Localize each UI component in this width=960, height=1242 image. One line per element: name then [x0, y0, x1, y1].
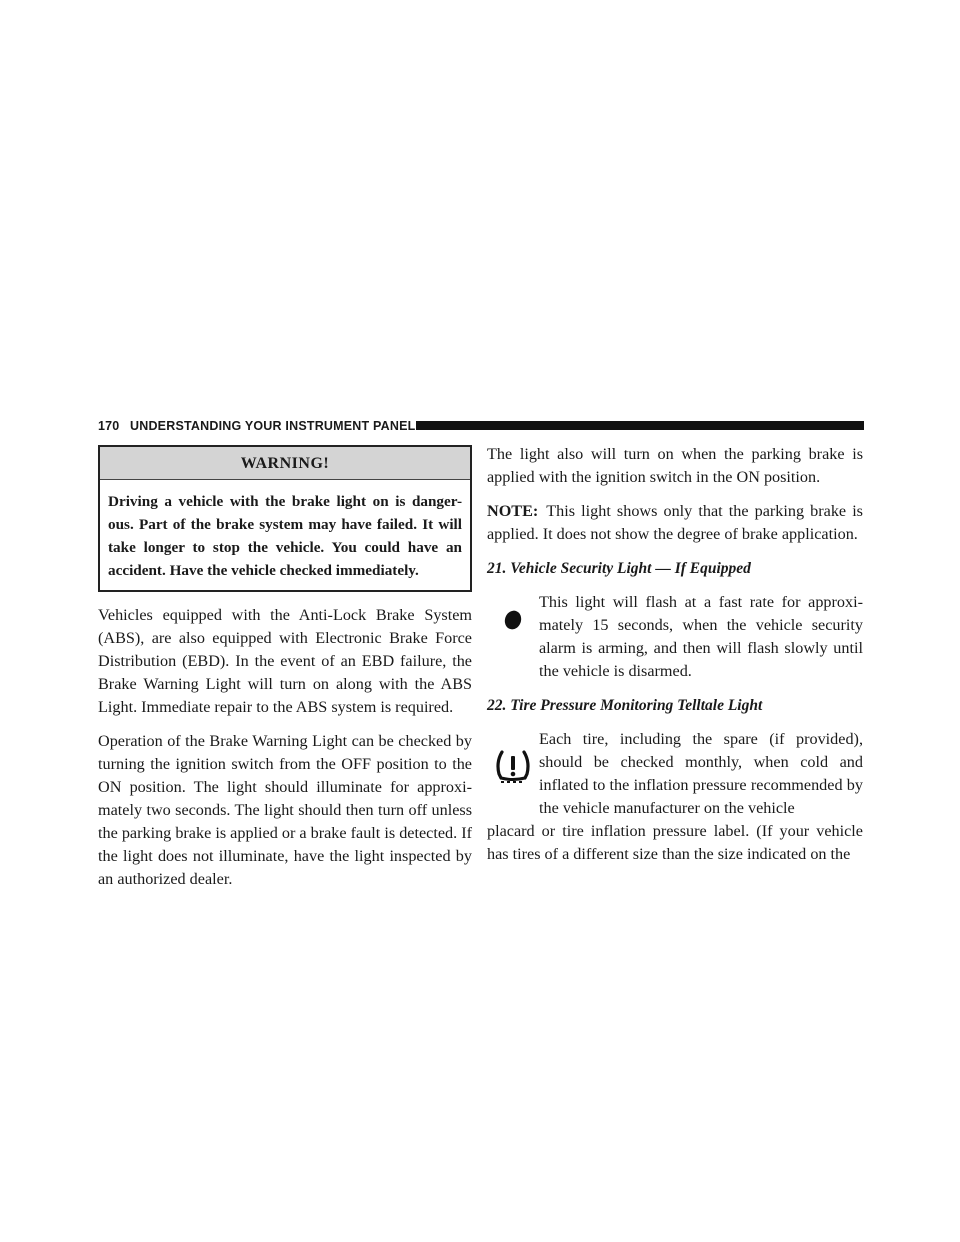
- section-title: UNDERSTANDING YOUR INSTRUMENT PANEL: [130, 419, 416, 433]
- left-column: [98, 445, 472, 902]
- item-22: [487, 728, 863, 820]
- right-column: [487, 443, 863, 877]
- item-21-heading: 21. Vehicle Security Light — If Equipped: [487, 560, 751, 577]
- warning-box: [98, 445, 472, 592]
- note-label: NOTE:: [487, 502, 539, 520]
- header-rule: [416, 421, 864, 430]
- note-text: This light shows only that the parking brake is applied. It does not show the degree of brake application.: [487, 502, 863, 543]
- warning-title: WARNING!: [100, 447, 470, 480]
- item-21: [487, 591, 863, 683]
- note-paragraph: [487, 500, 863, 546]
- page-number: 170: [98, 419, 120, 433]
- item-21-text: This light will flash at a fast rate for approxi- mately 15 seconds, when the vehicle security alarm is arming, and then will flash slowly until the vehicle is disarmed.: [539, 593, 863, 680]
- page-header: [98, 418, 864, 436]
- brake-check-paragraph: Operation of the Brake Warning Light can be checked by turning the ignition switch from the OFF position to the ON position. The light should illuminate for approxi- mately two seconds. The light should then turn off unless the parking brake is applied or a brake fault is detected. If the light does not illuminate, have the light inspected by an authorized dealer.: [98, 732, 472, 888]
- tire-pressure-icon: [487, 728, 539, 820]
- item-22-heading: 22. Tire Pressure Monitoring Telltale Light: [487, 697, 763, 714]
- item-22-continuation: placard or tire inflation pressure label. (If your vehicle has tires of a different size than the size indicated on the: [487, 822, 863, 863]
- warning-body: Driving a vehicle with the brake light on is danger- ous. Part of the brake system may have failed. It will take longer to stop the vehicle. You could have an accident. Have the vehicle checked immediately.: [108, 493, 462, 579]
- security-light-icon: [487, 591, 539, 683]
- parking-brake-paragraph: The light also will turn on when the parking brake is applied with the ignition switch in the ON position.: [487, 445, 863, 486]
- item-22-text: Each tire, including the spare (if provided), should be checked monthly, when cold and inflated to the inflation pressure recommended by the vehicle manufacturer on the vehicle: [539, 730, 863, 817]
- abs-ebd-paragraph: Vehicles equipped with the Anti-Lock Brake System (ABS), are also equipped with Electronic Brake Force Distribution (EBD). In the event of an EBD failure, the Brake Warning Light will turn on along with the ABS Light. Immediate repair to the ABS system is required.: [98, 606, 472, 716]
